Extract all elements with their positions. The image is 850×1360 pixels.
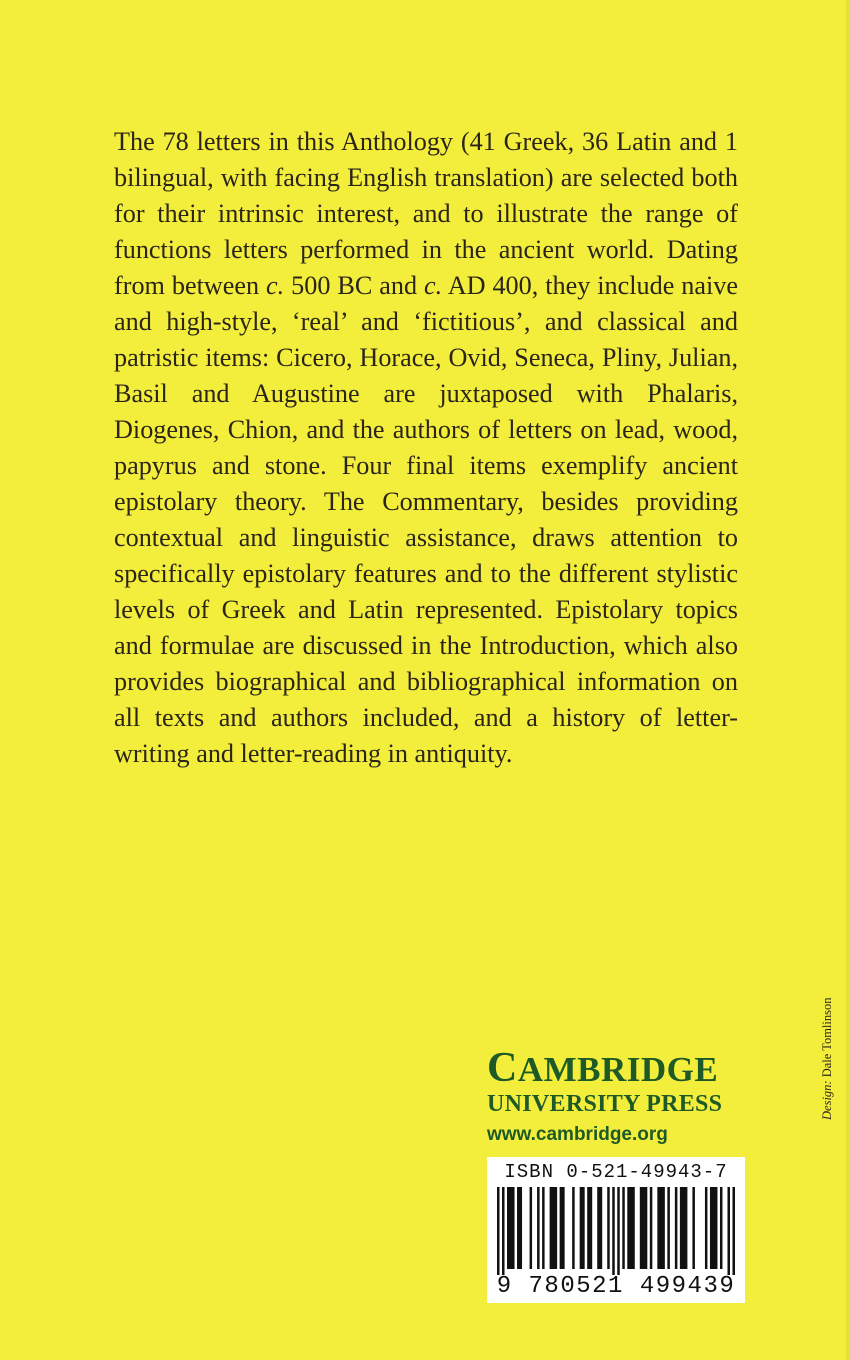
- barcode-bar: [667, 1187, 670, 1269]
- barcode-bar: [675, 1187, 678, 1269]
- barcode-bar: [650, 1187, 653, 1269]
- barcode-guard-bar: [612, 1187, 615, 1275]
- barcode-icon: [497, 1187, 735, 1275]
- publisher-name-rest: AMBRIDGE: [517, 1050, 719, 1089]
- barcode-bar: [627, 1187, 635, 1269]
- barcode-guard-bar: [617, 1187, 620, 1275]
- barcode-bar: [542, 1187, 545, 1269]
- publisher-name: [487, 1045, 749, 1091]
- blurb-part-3: AD 400, they include naive and high-style, ‘real’ and ‘fictitious’, and classical and patristic items: Cicero, Horace, Ovid, Seneca, Pliny, Julian, Basil and Augustine are juxtaposed with Phalaris, Diogenes, Chion, and the authors of letters on lead, wood, papyrus and stone. Four final items exemplify ancient epistolary theory. The Commentary, besides providing contextual and linguistic assistance, draws attention to specifically epistolary features and to the different stylistic levels of Greek and Latin represented. Epistolary topics and formulae are discussed in the Introduction, which also provides biographical and bibliographical information on all texts and authors included, and a history of letter-writing and letter-reading in antiquity.: [114, 271, 739, 768]
- barcode-bar: [560, 1187, 565, 1269]
- design-credit-name: Dale Tomlinson: [820, 997, 834, 1081]
- blurb-text: [114, 124, 738, 772]
- barcode-bar: [530, 1187, 533, 1269]
- ean-number: 9 780521 499439: [496, 1273, 736, 1300]
- barcode-bar: [597, 1187, 602, 1269]
- circa-1: c.: [266, 271, 285, 300]
- design-credit-label: Design:: [820, 1080, 834, 1120]
- barcode-bar: [657, 1187, 665, 1269]
- blurb-part-1: The 78 letters in this Anthology (41 Greek, 36 Latin and 1 bilingual, with facing English translation) are selected both for their intrinsic interest, and to illustrate the range of functions letters performed in the ancient world. Dating from between: [114, 127, 738, 300]
- barcode-bar: [507, 1187, 515, 1269]
- barcode-guard-bar: [502, 1187, 505, 1275]
- barcode-bar: [517, 1187, 522, 1269]
- barcode-bar: [537, 1187, 540, 1269]
- barcode-bar: [705, 1187, 708, 1269]
- barcode-guard-bar: [497, 1187, 500, 1275]
- publisher-logo: [487, 1045, 749, 1148]
- barcode-bar: [607, 1187, 610, 1269]
- barcode-bar: [580, 1187, 585, 1269]
- barcode-bar: [640, 1187, 648, 1269]
- barcode-bar: [720, 1187, 723, 1269]
- publisher-subtitle: UNIVERSITY PRESS: [487, 1091, 723, 1117]
- barcode-panel: [487, 1157, 745, 1303]
- barcode-guard-bar: [727, 1187, 730, 1275]
- barcode-bar: [692, 1187, 695, 1269]
- barcode-bar: [622, 1187, 625, 1269]
- publisher-name-initial: C: [487, 1045, 518, 1091]
- barcode-guard-bar: [732, 1187, 735, 1275]
- barcode-bar: [550, 1187, 558, 1269]
- cover-edge: [846, 0, 850, 1360]
- barcode-bar: [680, 1187, 688, 1269]
- barcode-bar: [710, 1187, 718, 1269]
- circa-2: c.: [424, 271, 443, 300]
- publisher-url: www.cambridge.org: [487, 1124, 668, 1145]
- barcode-bar: [587, 1187, 592, 1269]
- blurb-part-2: 500 BC and: [284, 271, 425, 300]
- barcode-bar: [572, 1187, 575, 1269]
- isbn-number: ISBN 0-521-49943-7: [504, 1161, 728, 1183]
